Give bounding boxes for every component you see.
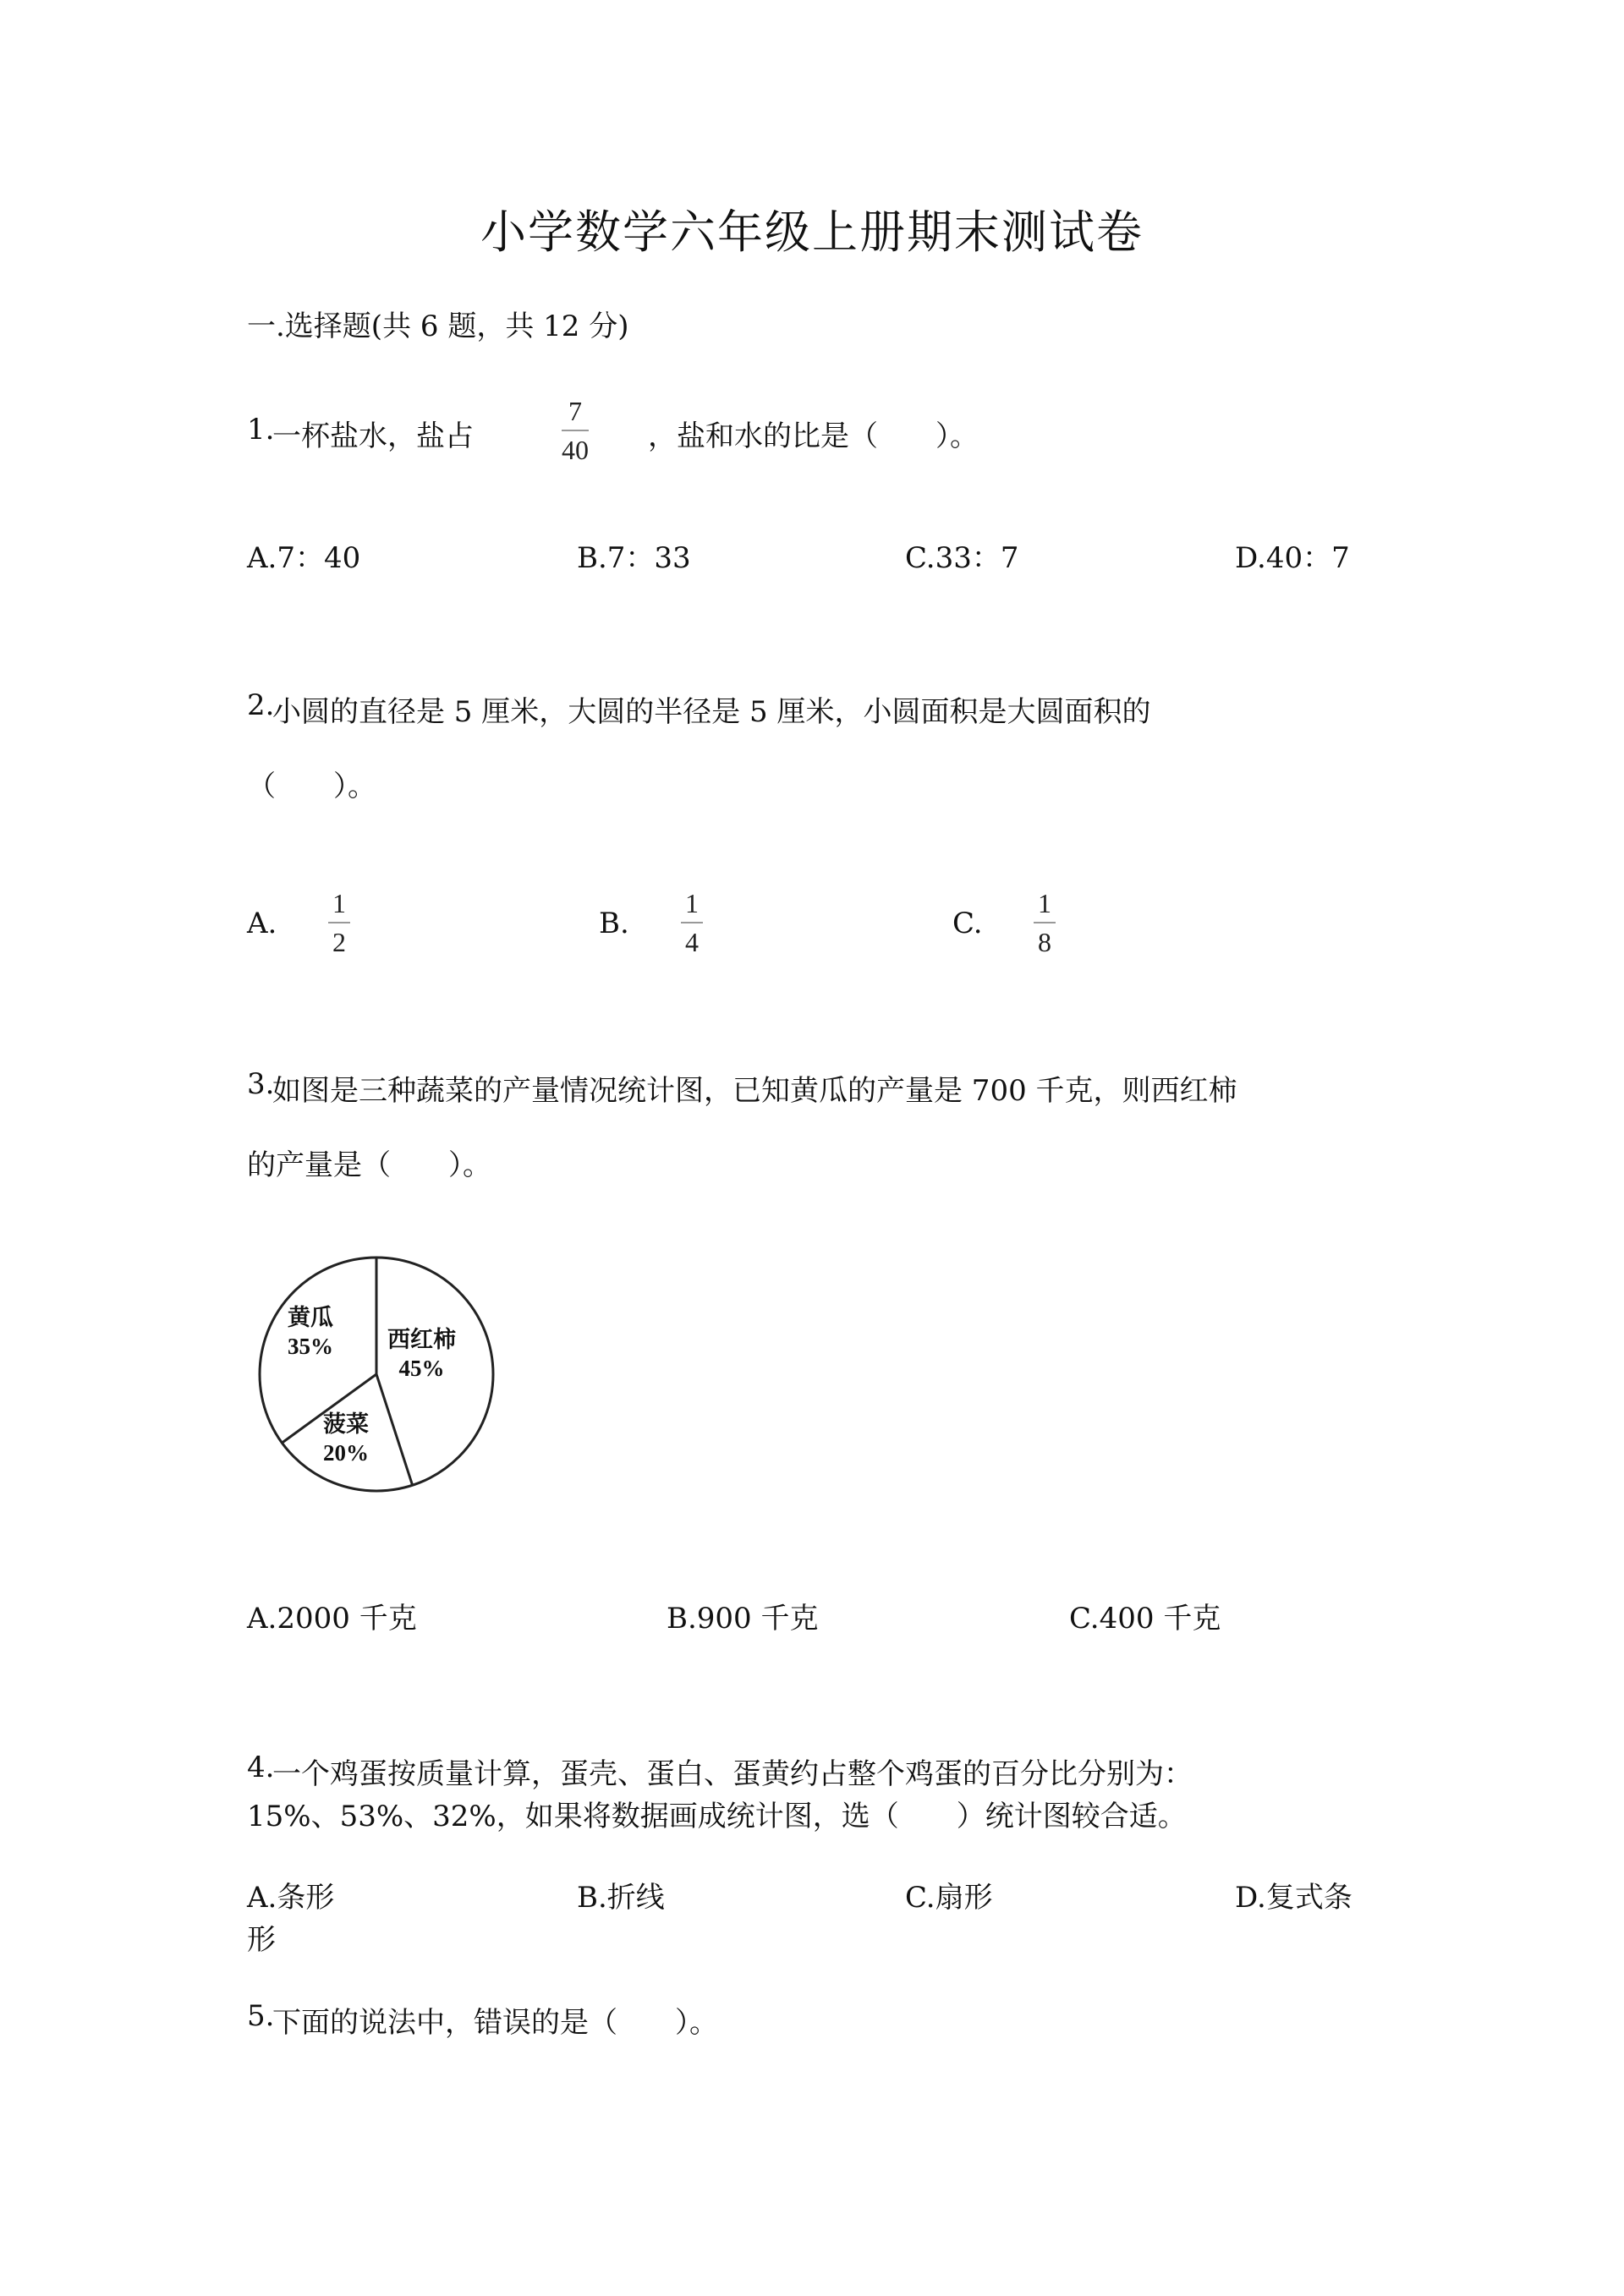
fraction-numerator: 1 [685, 888, 699, 918]
pie-label-spinach: 菠菜 20% [323, 1411, 369, 1466]
fraction-1-8 [1034, 890, 1056, 956]
fraction-denominator: 4 [685, 927, 699, 957]
question-text-line1: 小圆的直径是 5 厘米，大圆的半径是 5 厘米，小圆面积是大圆面积的 [272, 695, 1151, 729]
option-b[interactable]: B.900 千克 [667, 1602, 819, 1636]
fraction-bar [681, 922, 703, 923]
question-text-line2: 15%、53%、32%，如果将数据画成统计图，选（ ）统计图较合适。 [247, 1800, 1187, 1833]
option-letter: A. [247, 907, 277, 940]
question-text-line1: 如图是三种蔬菜的产量情况统计图，已知黄瓜的产量是 700 千克，则西红柿 [272, 1074, 1237, 1108]
pie-label-tomato: 西红柿 45% [387, 1327, 456, 1381]
pie-chart [254, 1252, 499, 1497]
question-text-line1: 一个鸡蛋按质量计算，蛋壳、蛋白、蛋黄约占整个鸡蛋的百分比分别为： [272, 1757, 1193, 1791]
question-number: 3. [247, 1067, 275, 1101]
question-text-cont: ，盐和水的比是（ ）。 [648, 419, 979, 453]
option-b[interactable]: B.7：33 [577, 541, 691, 575]
section-heading: 一.选择题(共 6 题，共 12 分) [247, 310, 629, 343]
option-d[interactable]: D.40：7 [1235, 541, 1350, 575]
question-number: 4. [247, 1751, 275, 1784]
fraction-numerator: 1 [332, 888, 346, 918]
question-number: 1. [247, 413, 275, 447]
question-text-line1: 下面的说法中，错误的是（ ）。 [272, 2006, 718, 2040]
option-c[interactable]: C.33：7 [905, 541, 1019, 575]
fraction-bar [562, 430, 589, 431]
question-number: 2. [247, 688, 275, 722]
pie-chart-svg [254, 1252, 499, 1497]
question-text: 一杯盐水，盐占 [272, 419, 474, 453]
option-b[interactable]: B.折线 [577, 1881, 665, 1915]
option-c[interactable]: C.扇形 [905, 1881, 993, 1915]
option-d[interactable]: D.复式条 [1235, 1881, 1352, 1915]
fraction-bar [1034, 922, 1056, 923]
fraction-1-2 [328, 890, 350, 956]
fraction-7-40 [562, 397, 589, 463]
fraction-numerator: 7 [568, 396, 582, 426]
page-title: 小学数学六年级上册期末测试卷 [480, 205, 1144, 259]
option-a[interactable]: A.2000 千克 [247, 1602, 417, 1636]
pie-label-cucumber: 黄瓜 35% [288, 1305, 333, 1359]
option-letter: B. [599, 907, 629, 940]
fraction-numerator: 1 [1038, 888, 1051, 918]
question-text-line2: （ ）。 [247, 770, 376, 803]
question-text-line2: 的产量是（ ）。 [247, 1148, 491, 1182]
question-number: 5. [247, 1999, 275, 2033]
fraction-denominator: 40 [562, 435, 589, 465]
fraction-denominator: 8 [1038, 927, 1051, 957]
option-a[interactable]: A.7：40 [247, 541, 361, 575]
fraction-1-4 [681, 890, 703, 956]
fraction-bar [328, 922, 350, 923]
option-d-wrap: 形 [247, 1923, 276, 1957]
fraction-denominator: 2 [332, 927, 346, 957]
option-c[interactable]: C.400 千克 [1069, 1602, 1221, 1636]
option-a[interactable]: A.条形 [247, 1881, 335, 1915]
option-letter: C. [952, 907, 983, 940]
